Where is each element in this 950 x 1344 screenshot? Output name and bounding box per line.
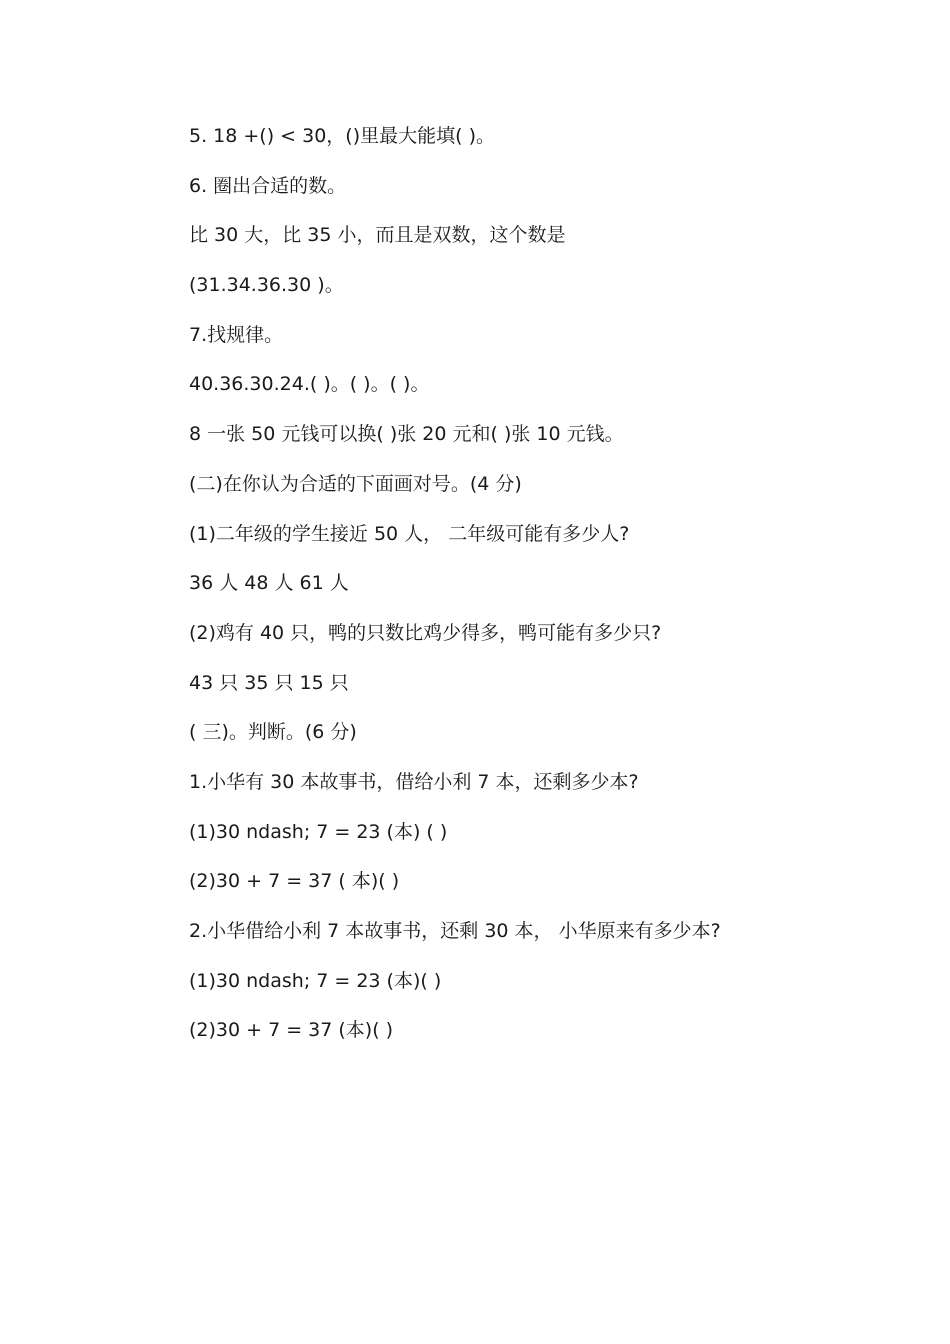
- section-3-question-1: 1.小华有 30 本故事书，借给小利 7 本，还剩多少本?: [189, 770, 639, 793]
- question-6-options: (31.34.36.30 )。: [189, 274, 344, 297]
- section-2-question-2: (2)鸡有 40 只，鸭的只数比鸡少得多，鸭可能有多少只?: [189, 621, 662, 644]
- section-2-question-2-options: 43 只 35 只 15 只: [189, 671, 349, 694]
- section-3-heading: ( 三)。判断。(6 分): [189, 721, 357, 744]
- section-2-question-1-options: 36 人 48 人 61 人: [189, 572, 349, 595]
- question-5-fill-blank: 5. 18 +() < 30，()里最大能填( )。: [189, 125, 495, 147]
- section-3-question-1-option-2: (2)30 + 7 = 37 ( 本)( ): [189, 870, 400, 893]
- question-6-title: 6. 圈出合适的数。: [189, 174, 347, 197]
- section-3-question-2-option-1: (1)30 ndash; 7 = 23 (本)( ): [189, 969, 442, 992]
- document-body: [189, 117, 889, 1061]
- question-8-money: 8 一张 50 元钱可以换( )张 20 元和( )张 10 元钱。: [189, 423, 624, 446]
- question-7-sequence: 40.36.30.24.( )。( )。( )。: [189, 373, 430, 396]
- section-3-question-2: 2.小华借给小利 7 本故事书，还剩 30 本， 小华原来有多少本?: [189, 920, 721, 942]
- section-2-question-1: (1)二年级的学生接近 50 人， 二年级可能有多少人?: [189, 522, 630, 545]
- question-7-title: 7.找规律。: [189, 323, 284, 346]
- question-6-condition: 比 30 大，比 35 小，而且是双数，这个数是: [189, 224, 566, 247]
- section-3-question-2-option-2: (2)30 + 7 = 37 (本)( ): [189, 1019, 394, 1042]
- section-3-question-1-option-1: (1)30 ndash; 7 = 23 (本) ( ): [189, 820, 448, 843]
- section-2-heading: (二)在你认为合适的下面画对号。(4 分): [189, 472, 522, 495]
